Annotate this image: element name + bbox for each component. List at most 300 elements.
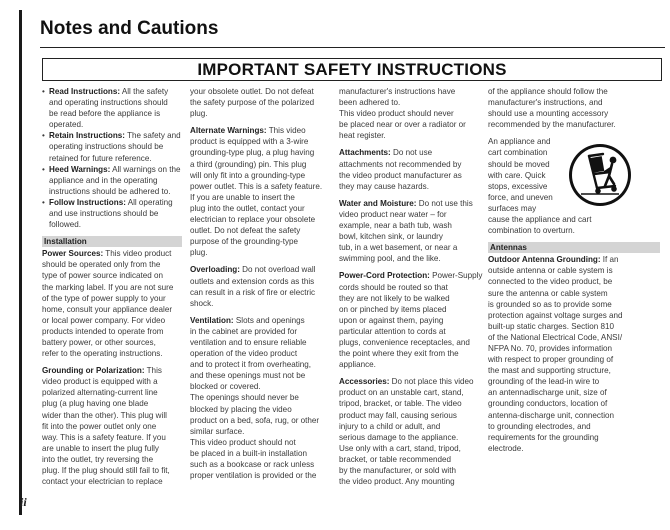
line-text: serious damage to the appliance. <box>339 432 459 442</box>
text-line <box>190 392 333 403</box>
line-text: sure the antenna or cable system <box>488 288 608 298</box>
line-text: the point where they exit from the <box>339 349 459 359</box>
line-text: fit into the power outlet only one <box>42 421 157 431</box>
bullet-continuation <box>42 119 182 130</box>
text-line <box>42 421 182 432</box>
text-line <box>339 348 481 359</box>
line-text: Do not place this video <box>389 377 474 387</box>
paragraph-label: Attachments: <box>339 148 391 158</box>
bullet-label: Follow Instructions: <box>49 197 126 207</box>
text-line <box>42 348 182 359</box>
text-line <box>42 293 182 304</box>
line-text: example, near a bath tub, wash <box>339 221 452 231</box>
text-line: force, and uneven <box>488 192 553 202</box>
bullet-continuation <box>42 141 182 152</box>
text-line <box>488 343 660 354</box>
text-line <box>339 198 481 209</box>
line-text: plugs, convenience receptacles, and <box>339 337 470 347</box>
line-text: Do not use <box>390 148 433 158</box>
text-line <box>488 398 660 409</box>
text-line <box>42 248 182 259</box>
paragraph-label: Water and Moisture: <box>339 198 417 208</box>
line-text: tub, in a wet basement, or near a <box>339 243 458 253</box>
line-text: by the manufacturer, or sold with <box>339 466 456 475</box>
text-line <box>488 265 660 276</box>
line-text: Power-Supply <box>429 271 483 281</box>
text-line <box>339 209 481 220</box>
text-line <box>488 299 660 310</box>
text-line <box>190 448 333 459</box>
text-line <box>42 315 182 326</box>
text-line <box>339 398 481 409</box>
text-line <box>488 321 660 332</box>
line-text: should be operated only from the <box>42 260 161 270</box>
column-2 <box>190 86 333 481</box>
line-text: the safety purpose of the polarized <box>190 98 315 108</box>
text-line <box>190 276 333 287</box>
text-line <box>339 170 481 181</box>
text-line <box>190 181 333 192</box>
line-text: product is equipped with a 3-wire <box>190 137 309 147</box>
line-text: video product is equipped with a <box>42 377 158 387</box>
bullet-item <box>42 197 182 208</box>
text-line <box>339 476 481 487</box>
line-text: and use instructions should be <box>49 209 159 219</box>
line-text: the video product manufacturer as <box>339 170 462 180</box>
text-line <box>339 242 481 253</box>
text-line <box>339 270 481 281</box>
line-text: heat register. <box>339 131 386 141</box>
text-line <box>190 136 333 147</box>
bullet-continuation <box>42 186 182 197</box>
line-text: electrician to replace your obsolete <box>190 215 316 225</box>
text-line <box>488 376 660 387</box>
line-text: The safety and <box>125 131 181 141</box>
line-text: they are not likely to be walked <box>339 293 450 303</box>
text-line <box>42 365 182 376</box>
text-line <box>190 159 333 170</box>
line-text: Do not use this <box>416 198 473 208</box>
text-line: An appliance and <box>488 137 551 147</box>
line-text: operating instructions should be <box>49 142 164 152</box>
line-text: manufacturer's instructions, and <box>488 98 603 108</box>
text-line <box>488 97 660 108</box>
text-line <box>190 86 333 97</box>
bullet-list <box>42 86 182 230</box>
text-line <box>488 254 660 265</box>
line-text: contact your electrician to replace <box>42 477 163 487</box>
text-line <box>339 454 481 465</box>
line-text: grounding conductors, location of <box>488 399 608 409</box>
title-rule <box>40 47 665 48</box>
para-continued <box>190 86 333 119</box>
text-line: cause the appliance and cart <box>488 215 592 225</box>
text-line <box>190 203 333 214</box>
text-line <box>339 359 481 370</box>
para-antenna-grounding <box>488 254 660 454</box>
line-text: plug (a plug having one blade <box>42 399 149 409</box>
text-line <box>190 426 333 437</box>
line-text: built-up static charges. Section 810 <box>488 321 614 331</box>
text-line: surfaces may <box>488 203 537 213</box>
bullet-item <box>42 130 182 141</box>
text-line <box>42 282 182 293</box>
line-text: products intended to operate from <box>42 326 164 336</box>
text-line: should be moved <box>488 159 550 169</box>
text-line <box>190 337 333 348</box>
para-ventilation <box>190 315 333 481</box>
line-text: NFPA No. 70, provides information <box>488 343 613 353</box>
para-continued <box>488 86 660 130</box>
text-line <box>190 415 333 426</box>
line-text: in the cabinet are provided for <box>190 326 298 336</box>
text-line <box>488 86 660 97</box>
line-text: This video product should never <box>339 109 454 119</box>
line-text: tripod, bracket, or table. The video <box>339 399 462 409</box>
line-text: way. This is a safety feature. If you <box>42 432 166 442</box>
line-text: battery power, or other sources, <box>42 337 156 347</box>
section-heading-antennas: Antennas <box>488 242 660 253</box>
text-line <box>339 86 481 97</box>
text-line <box>42 326 182 337</box>
line-text: of the type of power supply to your <box>42 293 166 303</box>
section-heading-installation: Installation <box>42 236 182 247</box>
text-line <box>190 247 333 258</box>
text-line <box>339 315 481 326</box>
line-text: the marking label. If you are not sure <box>42 282 174 292</box>
line-text: on or pinched by items placed <box>339 304 447 314</box>
bullet-label: Retain Instructions: <box>49 131 125 141</box>
line-text: product may fall, causing serious <box>339 410 457 420</box>
text-line <box>190 370 333 381</box>
text-line <box>42 270 182 281</box>
safety-banner: IMPORTANT SAFETY INSTRUCTIONS <box>42 58 662 81</box>
text-line <box>339 130 481 141</box>
text-line <box>190 287 333 298</box>
line-text: plug. <box>190 248 208 258</box>
line-text: wider than the other). This plug will <box>42 410 167 420</box>
text-line <box>190 348 333 359</box>
text-line <box>190 225 333 236</box>
column-3 <box>339 86 481 487</box>
line-text: All warnings on the <box>110 164 181 174</box>
line-text: or local power company. For video <box>42 315 166 325</box>
para-attachments <box>339 147 481 191</box>
line-text: cords should be routed so that <box>339 282 448 292</box>
text-line <box>339 326 481 337</box>
text-line <box>190 147 333 158</box>
line-text: operation of the video product <box>190 349 298 359</box>
line-text: electrode. <box>488 443 524 453</box>
text-line <box>339 421 481 432</box>
para-power-sources <box>42 248 182 359</box>
text-line <box>488 310 660 321</box>
text-line <box>190 437 333 448</box>
line-text: is grounded so as to provide some <box>488 299 612 309</box>
text-line <box>339 376 481 387</box>
line-text: plug. <box>190 109 208 119</box>
text-line <box>42 337 182 348</box>
line-text: outlets and extension cords as this <box>190 276 315 286</box>
line-text: plug. If the plug should still fail to fit, <box>42 466 170 475</box>
text-line <box>339 432 481 443</box>
line-text: an antennadischarge unit, size of <box>488 388 607 398</box>
line-text: the mast and supporting structure, <box>488 366 611 376</box>
bullet-continuation <box>42 208 182 219</box>
text-line <box>42 465 182 476</box>
text-line <box>190 97 333 108</box>
bullet-icon: • <box>42 197 45 207</box>
text-line <box>190 315 333 326</box>
line-text: a third (grounding) pin. This plug <box>190 159 307 169</box>
line-text: ventilation and to ensure reliable <box>190 337 307 347</box>
text-line: combination to overturn. <box>488 226 575 236</box>
para-power-cord <box>339 270 481 370</box>
line-text: plug into the outlet, contact your <box>190 203 305 213</box>
text-line <box>339 119 481 130</box>
para-overloading <box>190 264 333 308</box>
bullet-continuation <box>42 153 182 164</box>
text-line <box>42 443 182 454</box>
paragraph-label: Overloading: <box>190 265 240 275</box>
text-line <box>339 108 481 119</box>
text-line <box>190 381 333 392</box>
bullet-item <box>42 86 182 97</box>
para-grounding <box>42 365 182 487</box>
line-text: manufacturer's instructions have <box>339 87 456 96</box>
line-text: appliance. <box>339 360 376 370</box>
line-text: the video product. Any mounting <box>339 477 455 487</box>
line-text: grounding of the lead-in wire to <box>488 377 600 387</box>
para-alternate-warnings <box>190 125 333 258</box>
line-text: particular attention to cords at <box>339 326 446 336</box>
text-line <box>190 326 333 337</box>
line-text: are unable to insert the plug fully <box>42 443 159 453</box>
line-text: power outlet. This is a safety feature. <box>190 181 323 191</box>
bullet-icon: • <box>42 87 45 96</box>
text-line <box>190 192 333 203</box>
paragraph-label: Power Sources: <box>42 249 104 259</box>
bullet-continuation <box>42 175 182 186</box>
text-line <box>190 298 333 309</box>
line-text: be read before the appliance is <box>49 109 161 119</box>
text-line <box>339 220 481 231</box>
line-text: polarized alternating-current line <box>42 388 158 398</box>
bullet-continuation <box>42 97 182 108</box>
line-text: home, consult your appliance dealer <box>42 304 173 314</box>
line-text: should use a mounting accessory <box>488 109 609 119</box>
text-line <box>339 410 481 421</box>
text-line <box>190 459 333 470</box>
bullet-icon: • <box>42 131 45 141</box>
line-text: instructions should be adhered to. <box>49 186 171 196</box>
line-text: This video product <box>103 249 172 259</box>
line-text: protection against voltage surges and <box>488 310 623 320</box>
line-text: blocked by placing the video <box>190 404 292 414</box>
text-line <box>42 476 182 487</box>
line-text: shock. <box>190 298 214 308</box>
bullet-continuation <box>42 219 182 230</box>
text-line <box>339 97 481 108</box>
text-line <box>339 147 481 158</box>
line-text: This <box>144 366 162 376</box>
line-text: your obsolete outlet. Do not defeat <box>190 87 314 96</box>
line-text: and to protect it from overheating, <box>190 360 312 370</box>
line-text: outlet. Do not defeat the safety <box>190 226 301 236</box>
paragraph-label: Grounding or Polarization: <box>42 366 145 376</box>
text-line <box>339 293 481 304</box>
line-text: If you are unable to insert the <box>190 192 295 202</box>
line-text: such as a bookcase or rack unless <box>190 460 315 469</box>
line-text: similar surface. <box>190 426 245 436</box>
line-text: Do not overload wall <box>239 265 316 275</box>
line-text: The openings should never be <box>190 393 299 403</box>
line-text: connected to the video product, be <box>488 277 613 287</box>
text-line <box>42 454 182 465</box>
text-line: cart combination <box>488 148 548 158</box>
para-accessories <box>339 376 481 487</box>
column-1 <box>42 86 182 487</box>
line-text: retained for future reference. <box>49 153 152 163</box>
line-text: blocked or covered. <box>190 382 261 392</box>
line-text: This video <box>266 126 306 136</box>
line-text: with respect to proper grounding of <box>488 355 614 365</box>
cart-tip-over-warning-icon <box>567 142 633 208</box>
line-text: be placed near or over a radiator or <box>339 120 466 130</box>
line-text: swimming pool, and the like. <box>339 254 441 264</box>
line-text: upon or against them, paying <box>339 315 444 325</box>
line-text: proper ventilation is provided or the <box>190 471 317 481</box>
paragraph-label: Power-Cord Protection: <box>339 271 430 281</box>
text-line <box>339 443 481 454</box>
text-line <box>190 404 333 415</box>
line-text: followed. <box>49 220 81 230</box>
text-line <box>488 288 660 299</box>
text-line <box>488 421 660 432</box>
text-line <box>339 337 481 348</box>
text-line <box>190 108 333 119</box>
line-text: injury to a child or adult, and <box>339 421 441 431</box>
page-title: Notes and Cautions <box>40 18 219 39</box>
para-water-moisture <box>339 198 481 265</box>
text-line <box>190 214 333 225</box>
bullet-continuation <box>42 108 182 119</box>
text-line <box>488 432 660 443</box>
line-text: attachments not recommended by <box>339 159 462 169</box>
text-line <box>190 470 333 481</box>
line-text: product on a bed, sofa, rug, or other <box>190 415 320 425</box>
line-text: and operating instructions should <box>49 98 168 108</box>
text-line <box>190 125 333 136</box>
text-line <box>339 231 481 242</box>
text-line <box>339 465 481 476</box>
paragraph-label: Alternate Warnings: <box>190 126 267 136</box>
text-line <box>339 304 481 315</box>
cart-warning-tail <box>488 214 660 236</box>
line-text: be placed in a built-in installation <box>190 448 307 458</box>
line-text: into the outlet, try reversing the <box>42 454 154 464</box>
paragraph-label: Accessories: <box>339 377 390 387</box>
bullet-icon: • <box>42 164 45 174</box>
line-text: If an <box>600 255 619 265</box>
text-line <box>339 181 481 192</box>
line-text: outside antenna or cable system is <box>488 266 613 276</box>
text-line: stops, excessive <box>488 181 548 191</box>
text-line <box>339 159 481 170</box>
line-text: All operating <box>125 197 173 207</box>
text-line <box>42 376 182 387</box>
line-text: requirements for the grounding <box>488 432 599 442</box>
text-line <box>190 359 333 370</box>
text-line <box>190 264 333 275</box>
bullet-label: Heed Warnings: <box>49 164 111 174</box>
text-line <box>488 365 660 376</box>
left-margin-bar <box>19 10 22 515</box>
text-line <box>42 432 182 443</box>
bullet-label: Read Instructions: <box>49 87 121 96</box>
line-text: operated. <box>49 120 84 130</box>
line-text: Use only with a cart, stand, tripod, <box>339 443 461 453</box>
line-text: will only fit into a grounding-type <box>190 170 306 180</box>
line-text: This video product should not <box>190 437 296 447</box>
text-line <box>42 304 182 315</box>
text-line <box>488 387 660 398</box>
line-text: Slots and openings <box>233 315 305 325</box>
line-text: and these openings must not be <box>190 371 306 381</box>
paragraph-label: Outdoor Antenna Grounding: <box>488 255 601 265</box>
line-text: of the appliance should follow the <box>488 87 608 96</box>
line-text: bowl, kitchen sink, or laundry <box>339 232 443 242</box>
text-line <box>488 410 660 421</box>
text-line <box>42 387 182 398</box>
line-text: purpose of the grounding-type <box>190 237 298 247</box>
line-text: antenna-discharge unit, connection <box>488 410 614 420</box>
paragraph-label: Ventilation: <box>190 315 234 325</box>
text-line <box>190 236 333 247</box>
text-line <box>488 108 660 119</box>
text-line <box>488 354 660 365</box>
line-text: they may cause hazards. <box>339 181 429 191</box>
line-text: video product near water – for <box>339 209 447 219</box>
text-line: with care. Quick <box>488 170 546 180</box>
line-text: All the safety <box>120 87 169 96</box>
bullet-item <box>42 164 182 175</box>
text-line <box>488 443 660 454</box>
text-line <box>42 410 182 421</box>
line-text: to grounding electrodes, and <box>488 421 591 431</box>
para-continued <box>339 86 481 141</box>
text-line <box>339 387 481 398</box>
line-text: refer to the operating instructions. <box>42 349 163 359</box>
line-text: recommended by the manufacturer. <box>488 120 616 130</box>
text-line <box>42 259 182 270</box>
page-number: ii <box>20 495 27 509</box>
text-line <box>339 253 481 264</box>
text-line <box>339 282 481 293</box>
line-text: bracket, or table recommended <box>339 454 452 464</box>
line-text: of the National Electrical Code, ANSI/ <box>488 332 623 342</box>
line-text: can result in a risk of fire or electric <box>190 287 316 297</box>
line-text: product on an unstable cart, stand, <box>339 388 464 398</box>
line-text: grounding-type plug, a plug having <box>190 148 315 158</box>
text-line <box>42 398 182 409</box>
line-text: type of power source indicated on <box>42 271 164 281</box>
text-line <box>488 332 660 343</box>
text-line <box>190 170 333 181</box>
text-line <box>488 276 660 287</box>
text-line <box>488 119 660 130</box>
line-text: appliance and in the operating <box>49 175 158 185</box>
